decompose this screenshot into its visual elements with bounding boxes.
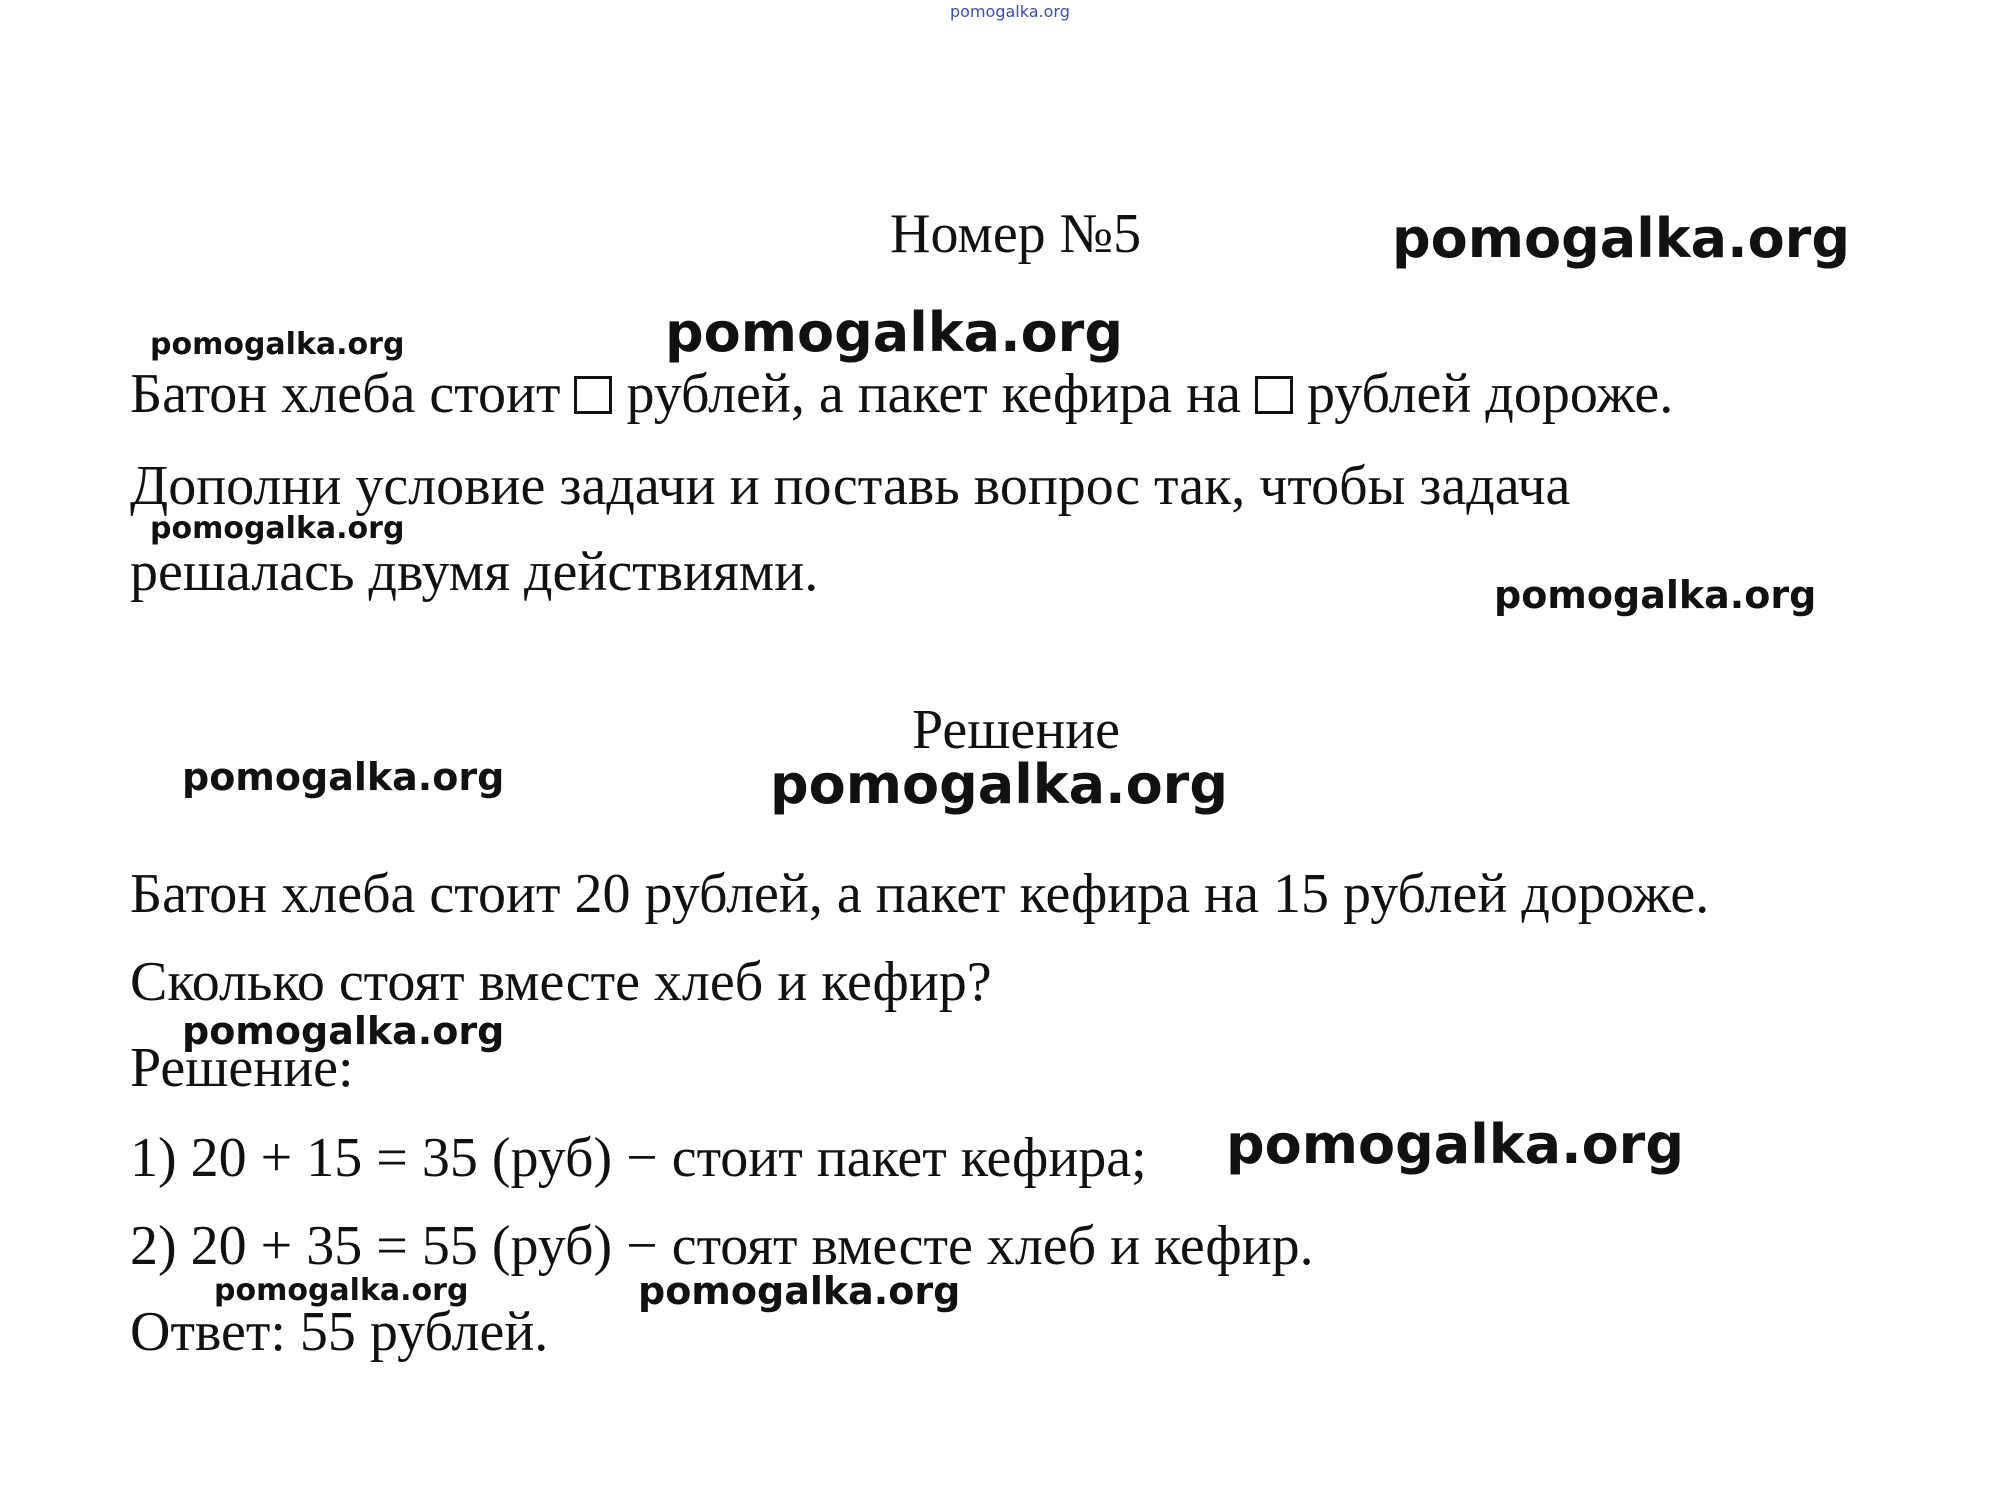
task-line-1 [130,363,1674,425]
solution-line-3: Решение: [130,1037,354,1099]
solution-step-2: 2) 20 + 35 = 55 (руб) − стоят вместе хлеб и кефир. [130,1215,1314,1277]
watermark-top: pomogalka.org [950,2,1070,21]
watermark: pomogalka.org [770,753,1228,816]
task-line-3: решалась двумя действиями. [130,541,819,603]
watermark: pomogalka.org [1494,573,1817,617]
task-line-1-part-2: рублей, а пакет кефира на [626,363,1241,425]
task-line-1-part-3: рублей дороже. [1306,363,1674,425]
task-title: Номер №5 [890,203,1142,265]
solution-line-2: Сколько стоят вместе хлеб и кефир? [130,951,992,1013]
task-line-1-part-1: Батон хлеба стоит [130,363,561,425]
watermark: pomogalka.org [150,327,405,362]
solution-heading: Решение [912,699,1121,761]
watermark: pomogalka.org [665,301,1123,364]
watermark: pomogalka.org [214,1273,469,1308]
empty-box-icon [574,376,612,414]
watermark: pomogalka.org [1392,207,1850,270]
watermark: pomogalka.org [638,1269,961,1313]
solution-answer: Ответ: 55 рублей. [130,1301,549,1363]
watermark: pomogalka.org [182,1009,505,1053]
watermark: pomogalka.org [150,511,405,546]
solution-line-1: Батон хлеба стоит 20 рублей, а пакет кефира на 15 рублей дороже. [130,863,1710,925]
watermark: pomogalka.org [1226,1113,1684,1176]
solution-step-1: 1) 20 + 15 = 35 (руб) − стоит пакет кефира; [130,1127,1147,1189]
empty-box-icon [1255,376,1293,414]
watermark: pomogalka.org [182,755,505,799]
task-line-2: Дополни условие задачи и поставь вопрос так, чтобы задача [130,455,1571,517]
